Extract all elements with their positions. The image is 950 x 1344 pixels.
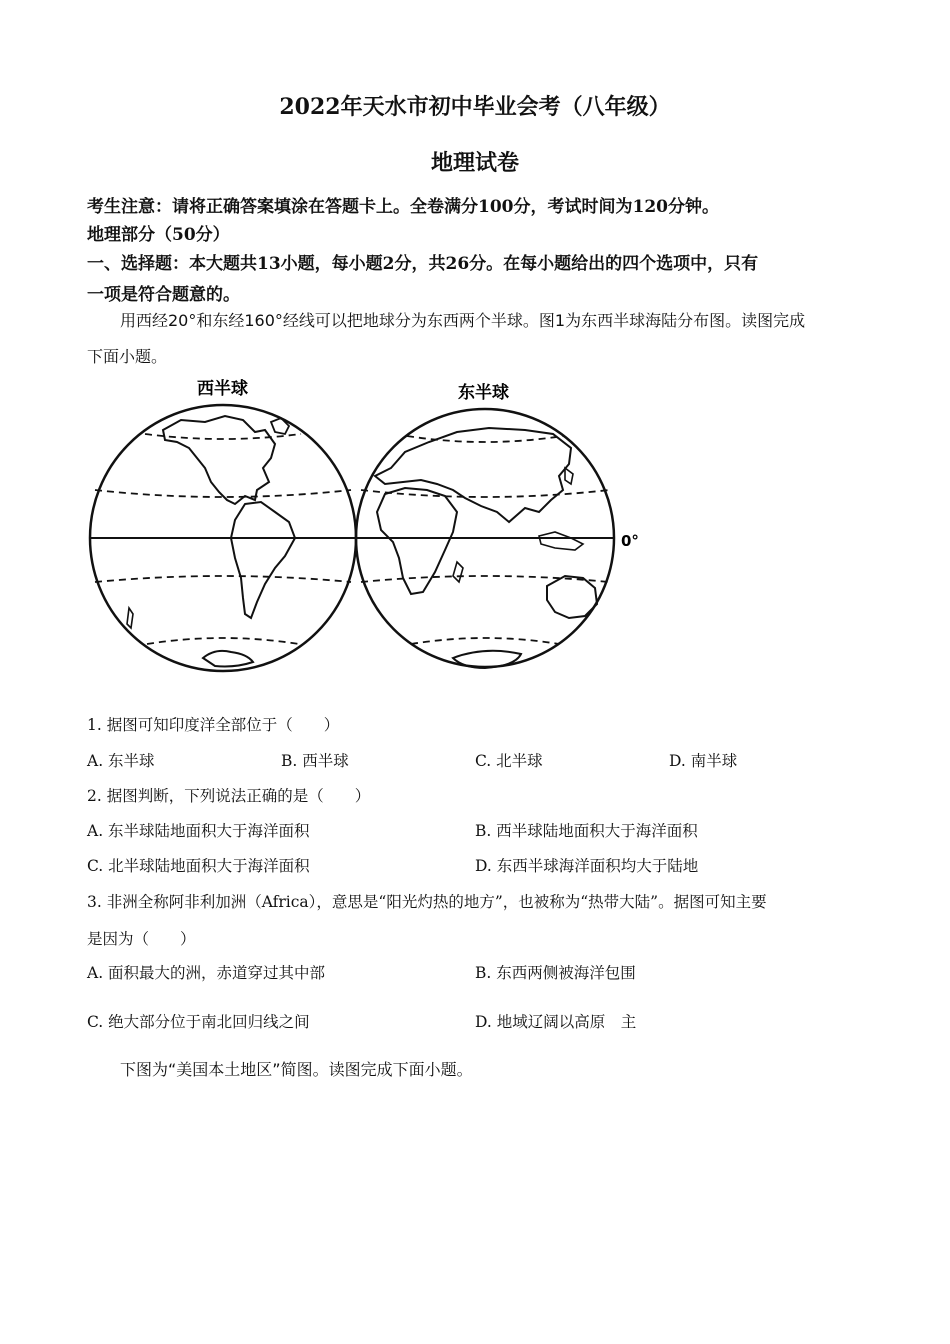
question-1-option-a[interactable]: A. 东半球 bbox=[87, 752, 155, 770]
intro-paragraph-line1: 用西经20°和东经160°经线可以把地球分为东西两个半球。图1为东西半球海陆分布图。读图完成 bbox=[120, 311, 806, 330]
north-america-outline bbox=[163, 416, 275, 504]
question-3-option-b[interactable]: B. 东西两侧被海洋包围 bbox=[475, 964, 636, 982]
question-1-option-c[interactable]: C. 北半球 bbox=[475, 752, 543, 770]
question-3-stem-line2: 是因为（ ） bbox=[87, 930, 196, 948]
east-antarctic-circle bbox=[411, 638, 559, 644]
question-2-option-c[interactable]: C. 北半球陆地面积大于海洋面积 bbox=[87, 857, 310, 875]
west-antarctica-outline bbox=[203, 651, 253, 667]
hemisphere-map-figure bbox=[85, 372, 645, 682]
intro-paragraph-line2: 下面小题。 bbox=[87, 347, 168, 366]
africa-outline bbox=[377, 488, 457, 594]
part-one-instruction-line2: 一项是符合题意的。 bbox=[87, 285, 240, 305]
exam-subtitle: 地理试卷 bbox=[430, 150, 519, 176]
australia-outline bbox=[547, 576, 597, 618]
question-2-stem: 2. 据图判断，下列说法正确的是（ ） bbox=[87, 787, 371, 805]
question-1-option-d[interactable]: D. 南半球 bbox=[669, 752, 738, 770]
equator-label: 0° bbox=[621, 532, 639, 550]
southeast-asia-islands-outline bbox=[539, 532, 583, 550]
question-1-option-b[interactable]: B. 西半球 bbox=[281, 752, 349, 770]
question-2-option-b[interactable]: B. 西半球陆地面积大于海洋面积 bbox=[475, 822, 698, 840]
question-1-stem: 1. 据图可知印度洋全部位于（ ） bbox=[87, 716, 340, 734]
intro-paragraph-2: 下图为“美国本土地区”简图。读图完成下面小题。 bbox=[120, 1060, 473, 1079]
question-2-option-a[interactable]: A. 东半球陆地面积大于海洋面积 bbox=[87, 822, 310, 840]
new-zealand-outline bbox=[127, 608, 133, 628]
east-hemisphere-label: 东半球 bbox=[458, 383, 509, 403]
question-3-stem-line1: 3. 非洲全称阿非利加洲（Africa），意思是“阳光灼热的地方”，也被称为“热带大陆”。据图可知主要 bbox=[87, 893, 767, 911]
exam-title: 2022年天水市初中毕业会考（八年级） bbox=[279, 94, 671, 120]
west-hemisphere-label: 西半球 bbox=[197, 379, 248, 399]
west-arctic-circle bbox=[145, 434, 301, 439]
south-america-outline bbox=[231, 502, 295, 618]
question-2-option-d[interactable]: D. 东西半球海洋面积均大于陆地 bbox=[475, 857, 699, 875]
part-one-instruction-line1: 一、选择题：本大题共13小题，每小题2分，共26分。在每小题给出的四个选项中，只有 bbox=[87, 254, 759, 274]
question-3-option-c[interactable]: C. 绝大部分位于南北回归线之间 bbox=[87, 1013, 310, 1031]
notice: 考生注意：请将正确答案填涂在答题卡上。全卷满分100分，考试时间为120分钟。 bbox=[87, 197, 719, 217]
madagascar-outline bbox=[453, 562, 463, 582]
question-3-option-a[interactable]: A. 面积最大的洲，赤道穿过其中部 bbox=[87, 964, 326, 982]
japan-outline bbox=[565, 468, 573, 484]
west-tropic-capricorn bbox=[95, 576, 351, 582]
section-heading: 地理部分（50分） bbox=[87, 225, 230, 245]
question-3-option-d[interactable]: D. 地域辽阔以高原 主 bbox=[475, 1013, 637, 1031]
west-antarctic-circle bbox=[147, 638, 299, 644]
